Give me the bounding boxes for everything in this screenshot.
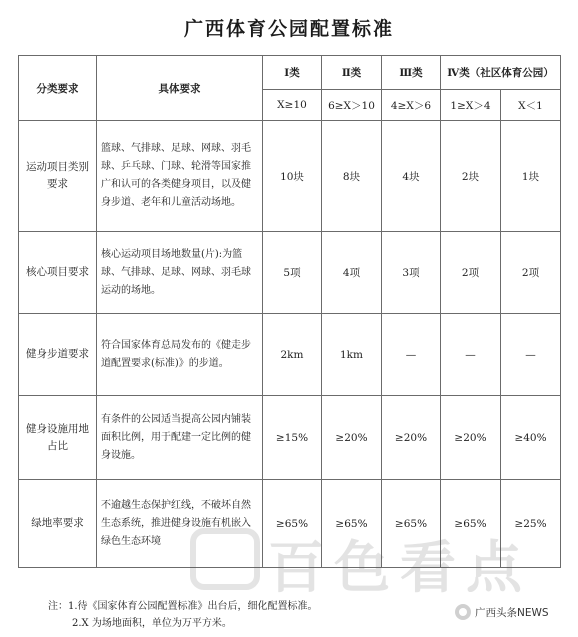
header-class-2: Ⅱ类 <box>322 56 382 90</box>
row-category: 绿地率要求 <box>19 480 97 568</box>
row-value: ≥20% <box>441 396 501 480</box>
table-row <box>19 480 561 568</box>
row-value: ≥15% <box>263 396 322 480</box>
condition-class-3: 4≥X＞6 <box>382 90 441 121</box>
page-title: 广西体育公园配置标准 <box>183 18 394 40</box>
source-logo-icon <box>455 604 471 620</box>
row-category: 运动项目类别要求 <box>19 121 97 232</box>
source-name: 广西头条NEWS <box>475 606 549 619</box>
row-value: ≥20% <box>322 396 382 480</box>
footnote-2: 2.X 为场地面积，单位为万平方米。 <box>72 618 232 629</box>
row-value: 2项 <box>501 232 561 314</box>
footnote-1: 注：1.待《国家体育公园配置标准》出台后，细化配置标准。 <box>48 601 318 612</box>
row-description: 符合国家体育总局发布的《健走步道配置要求(标准)》的步道。 <box>97 314 263 396</box>
header-class-4: Ⅳ类（社区体育公园） <box>441 56 561 90</box>
row-category: 健身设施用地占比 <box>19 396 97 480</box>
condition-class-2: 6≥X＞10 <box>322 90 382 121</box>
row-value: ≥25% <box>501 480 561 568</box>
row-value: ≥40% <box>501 396 561 480</box>
row-description: 篮球、气排球、足球、网球、羽毛球、乒乓球、门球、轮滑等国家推广和认可的各类健身项目，以及健身步道、老年和儿童活动场地。 <box>97 121 263 232</box>
row-value: 10块 <box>263 121 322 232</box>
row-value: 2km <box>263 314 322 396</box>
row-value: 3项 <box>382 232 441 314</box>
row-value: — <box>382 314 441 396</box>
row-value: 1块 <box>501 121 561 232</box>
header-row-classes <box>19 56 561 90</box>
row-value: 2块 <box>441 121 501 232</box>
row-category: 健身步道要求 <box>19 314 97 396</box>
table-row <box>19 121 561 232</box>
row-value: — <box>441 314 501 396</box>
row-value: ≥65% <box>382 480 441 568</box>
table-row <box>19 314 561 396</box>
header-specific: 具体要求 <box>97 56 263 121</box>
watermark-text: 百色看点 <box>268 536 532 601</box>
row-value: ≥65% <box>322 480 382 568</box>
row-value: 8块 <box>322 121 382 232</box>
row-value: 1km <box>322 314 382 396</box>
row-value: — <box>501 314 561 396</box>
row-category: 核心项目要求 <box>19 232 97 314</box>
header-class-3: Ⅲ类 <box>382 56 441 90</box>
row-value: ≥65% <box>441 480 501 568</box>
footnotes <box>48 598 318 632</box>
condition-class-4b: X＜1 <box>501 90 561 121</box>
condition-class-4a: 1≥X＞4 <box>441 90 501 121</box>
header-class-1: Ⅰ类 <box>263 56 322 90</box>
row-description: 不逾越生态保护红线，不破坏自然生态系统，推进健身设施有机嵌入绿色生态环境 <box>97 480 263 568</box>
row-description: 核心运动项目场地数量(片):为篮球、气排球、足球、网球、羽毛球运动的场地。 <box>97 232 263 314</box>
row-value: 2项 <box>441 232 501 314</box>
table-row <box>19 396 561 480</box>
source-attribution <box>455 604 549 620</box>
row-value: 5项 <box>263 232 322 314</box>
condition-class-1: X≥10 <box>263 90 322 121</box>
row-value: 4项 <box>322 232 382 314</box>
row-value: 4块 <box>382 121 441 232</box>
row-description: 有条件的公园适当提高公园内铺装面积比例，用于配建一定比例的健身设施。 <box>97 396 263 480</box>
header-category: 分类要求 <box>19 56 97 121</box>
table-row <box>19 232 561 314</box>
row-value: ≥65% <box>263 480 322 568</box>
standards-table <box>18 55 561 568</box>
row-value: ≥20% <box>382 396 441 480</box>
